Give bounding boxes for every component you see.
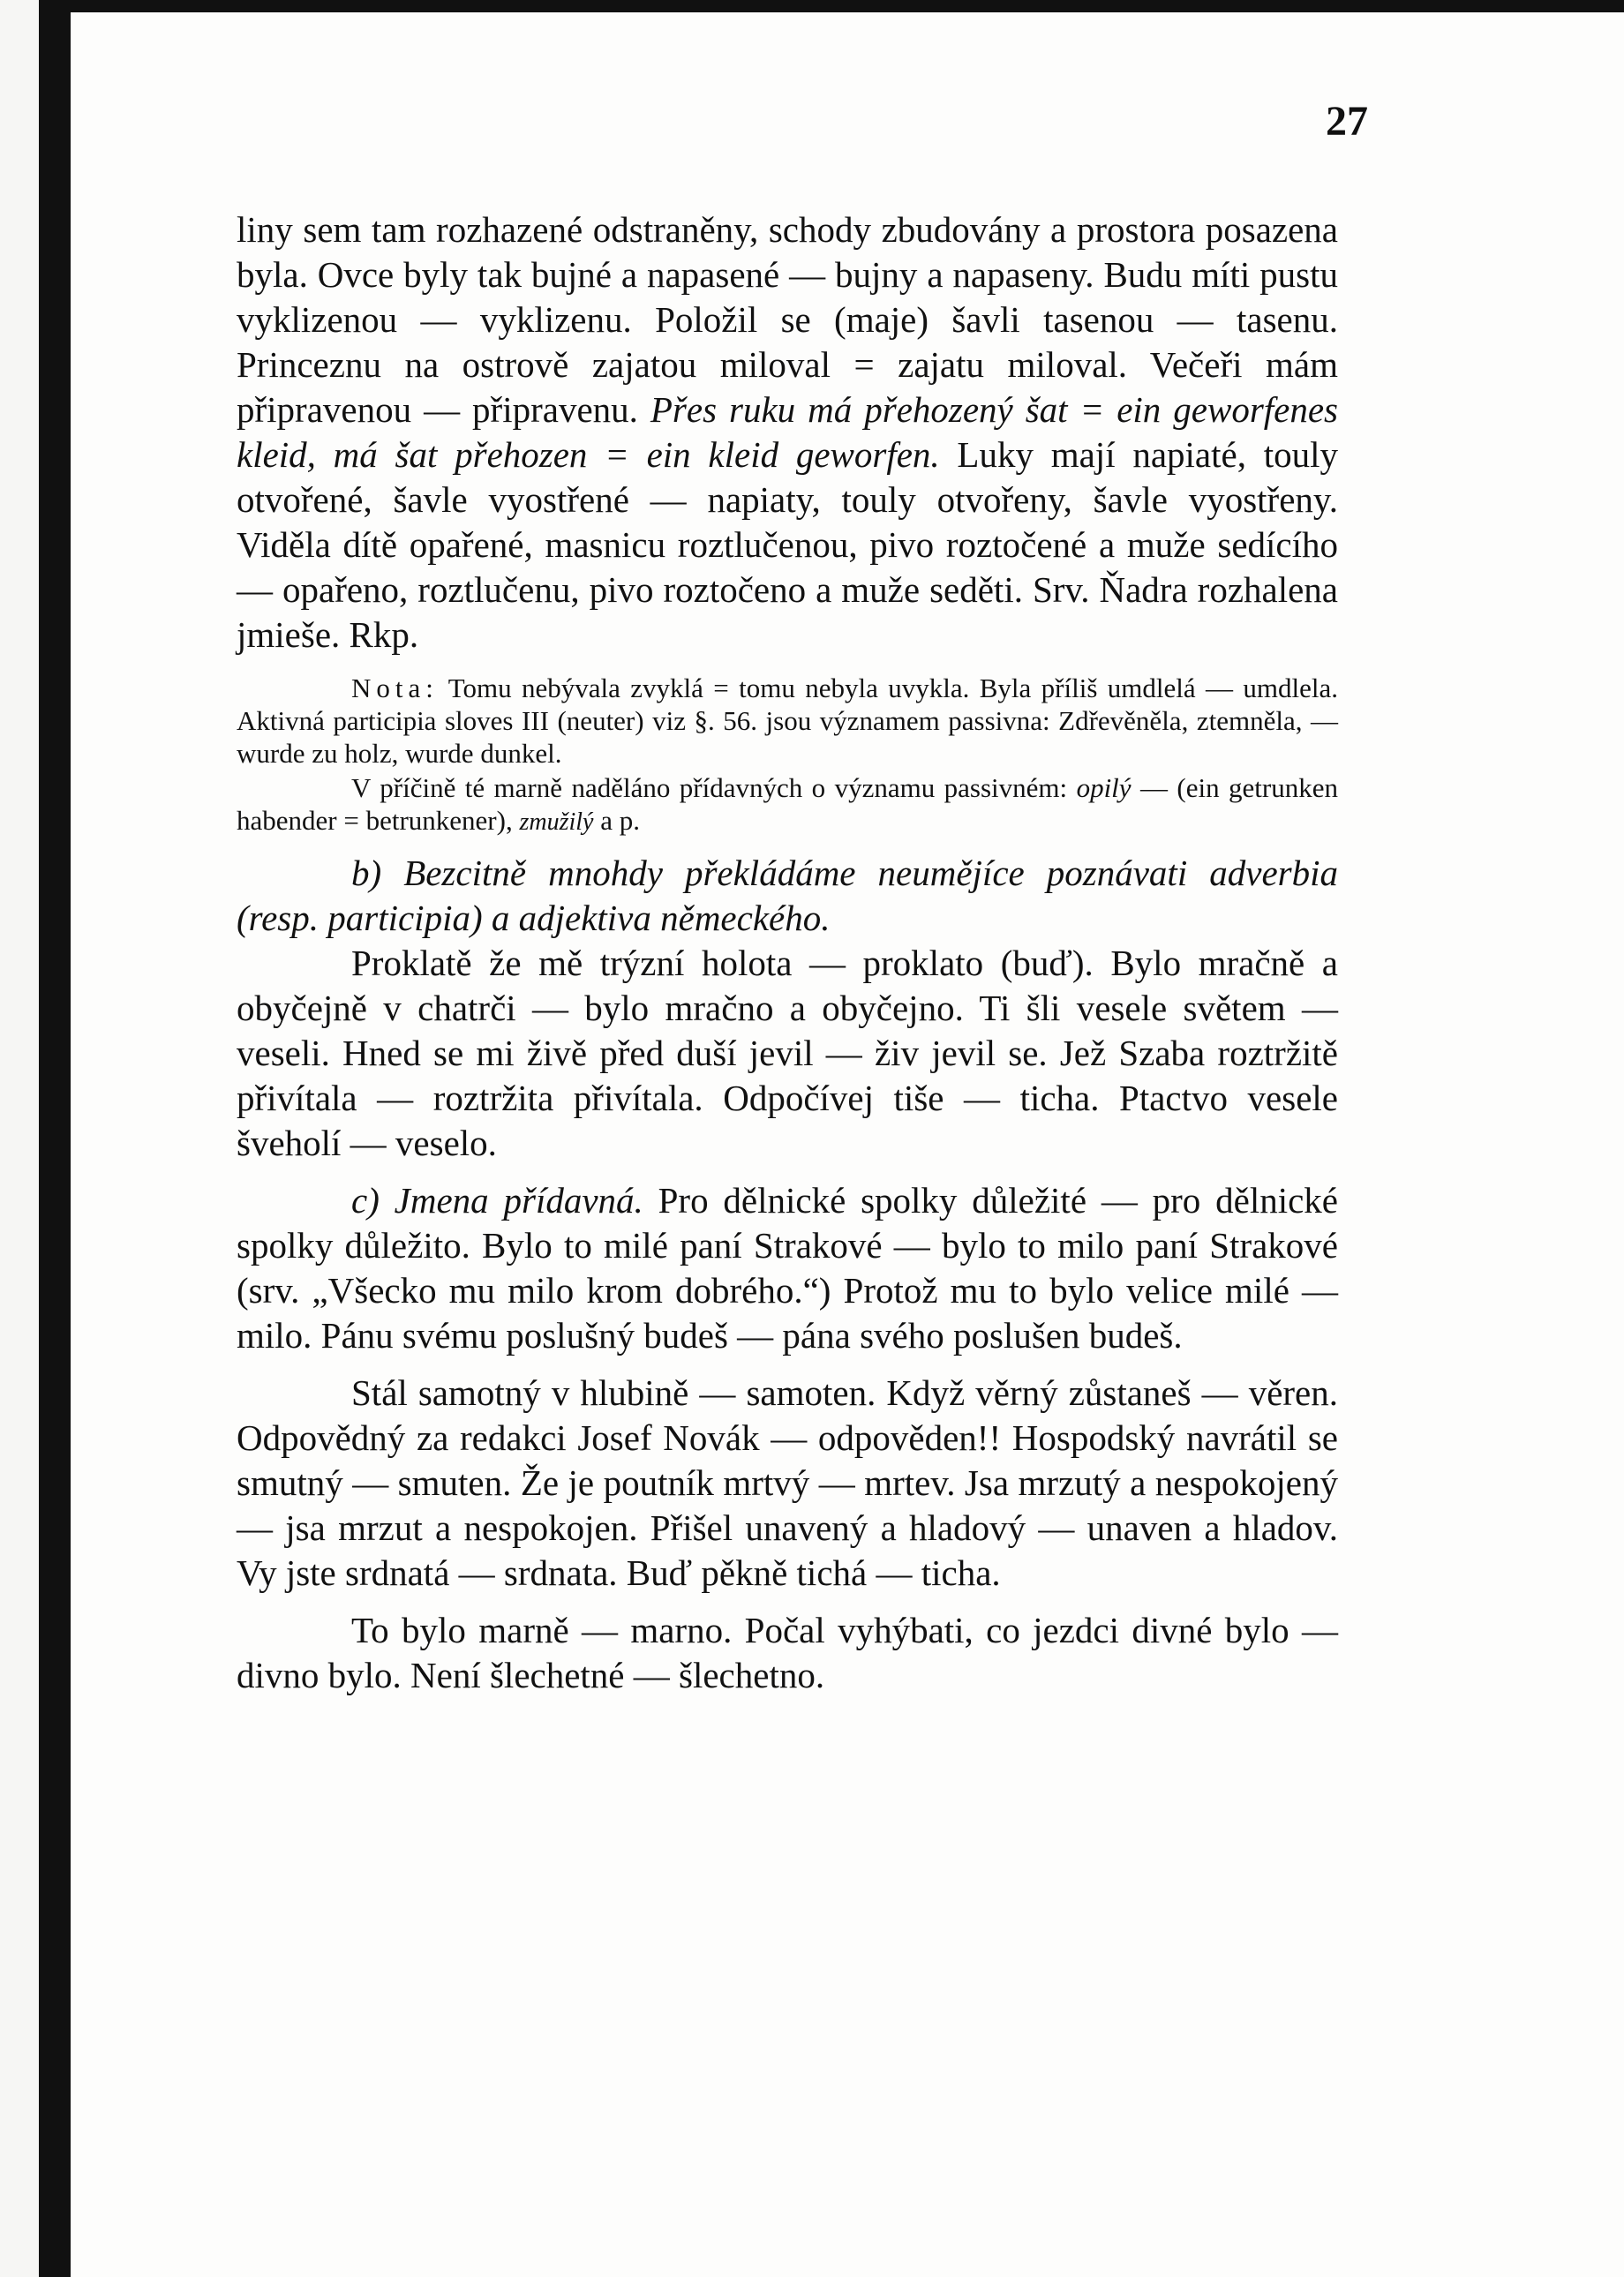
paragraph-stal: Stál samotný v hlubině — samoten. Když věrný zůstaneš — věren. Odpovědný za redakci Josef Novák — odpověden!! Hospodský navrátil se smutný — smuten. Že je poutník mrtvý — mrtev. Jsa mrzutý a nespokojený — jsa mrzut a nespokojen. Přišel unavený a hladový — unaven a hladov. Vy jste srdnatá — srdnata. Buď pěkně tichá — ticha. [237, 1372, 1338, 1593]
paragraph-intro [237, 207, 1338, 658]
section-c-text: Pro dělnické spolky důležité — pro dělnické spolky důležito. Bylo to milé paní Strakové — bylo to milo paní Strakové (srv. „Všecko mu milo krom dobrého.“) Protož mu to bylo velice milé — milo. Pánu svému poslušný budeš — pána svého poslušen budeš. [237, 1180, 1338, 1356]
note-passive-italic-2: zmužilý [519, 808, 594, 836]
scan-left-border [39, 0, 71, 2277]
section-c-paragraph [237, 1178, 1338, 1358]
page-number: 27 [1326, 98, 1368, 145]
section-b-text: Proklatě že mě trýzní holota — proklato (buď). Bylo mračně a obyčejně v chatrči — bylo mračno a obyčejno. Ti šli vesele světem — veseli. Hned se mi živě před duší jevil — živ jevil se. Jež Szaba roztržitě přivítala — roztržita přivítala. Odpočívej tiše — ticha. Ptactvo vesele šveholí — veselo. [237, 943, 1338, 1163]
note-label: Nota: [351, 673, 439, 703]
scan-left-margin [0, 0, 39, 2277]
note-text: Tomu nebývala zvyklá = tomu nebyla uvykla. Byla příliš umdlelá — umdlela. Aktivná participia sloves III (neuter) viz §. 56. jsou významem passivna: Zdřevěněla, ztemněla, — wurde zu holz, wurde dunkel. [237, 673, 1338, 769]
page-body [237, 207, 1338, 1698]
note-passive-paragraph [237, 771, 1338, 838]
note-passive-text-3: a p. [593, 805, 640, 836]
paragraph-to-bylo: To bylo marně — marno. Počal vyhýbati, co jezdci divné bylo — divno bylo. Není šlechetné — šlechetno. [237, 1610, 1338, 1695]
note-paragraph [237, 672, 1338, 770]
scan-top-border [0, 0, 1624, 12]
section-c-heading: c) Jmena přídavná. [351, 1180, 643, 1221]
note-passive-italic-1: opilý [1076, 772, 1132, 803]
note-passive-text-2: — (ein getrunken habender = betrunkener), [237, 772, 1339, 836]
paragraph-intro-text-1: liny sem tam rozhazené odstraněny, schody zbudovány a prostora posazena byla. Ovce byly tak bujné a napasené — bujny a napaseny. Budu míti pustu vyklizenou — vyklizenu. Položil se (maje) šavli tasenou — tasenu. Princeznu na ostrově zajatou miloval = zajatu miloval. Večeři mám připravenou — připravenu. [237, 209, 1338, 430]
note-passive-text-1: V příčině té marně naděláno přídavných o významu passivném: [351, 772, 1077, 803]
paragraph-intro-italic-example: Přes ruku má přehozený šat = ein geworfenes kleid, má šat přehozen = ein kleid geworfen. [237, 389, 1339, 475]
paragraph-intro-text-2: Luky mají napiaté, touly otvořené, šavle vyostřené — napiaty, touly otvořeny, šavle vyostřeny. Viděla dítě opařené, masnicu roztlučenou, pivo roztočené a muže sedícího — opařeno, roztlučenu, pivo roztočeno a muže seděti. Srv. Ňadra rozhalena jmieše. Rkp. [237, 434, 1338, 655]
section-b-heading: b) Bezcitně mnohdy překládáme neumějíce poznávati adverbia (resp. participia) a adjektiva německého. [237, 853, 1338, 938]
